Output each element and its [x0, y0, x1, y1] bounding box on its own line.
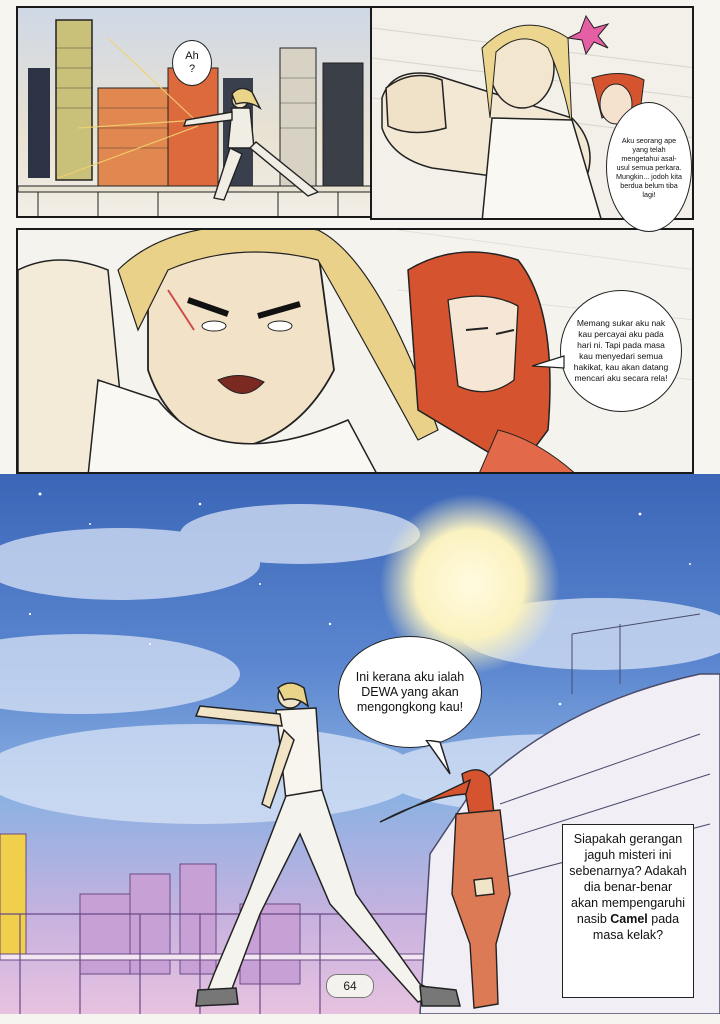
caption-text-before: Siapakah gerangan jaguh misteri ini sebenarnya? Adakah dia benar-benar akan mempengaruhi nasib	[569, 832, 687, 926]
speech-tail-dewa	[420, 740, 460, 780]
speech-text-ah: Ah ?	[185, 50, 199, 75]
page-number: 64	[326, 974, 374, 998]
caption-bold-name: Camel	[610, 912, 648, 926]
speech-text-panel-2: Aku seorang ape yang telah mengetahui asal-usul semua perkara. Mungkin... jodoh kita berdua belum tiba lagi!	[616, 135, 682, 199]
caption-text-after: pada masa kelak?	[592, 912, 680, 942]
speech-bubble-dewa	[338, 636, 482, 748]
speech-bubble-panel-3	[560, 290, 682, 412]
panel-1-art	[18, 8, 378, 218]
panel-1-city-kick	[16, 6, 378, 218]
speech-text-panel-3: Memang sukar aku nak kau percayai aku pada hari ni. Tapi pada masa kau menyedari semua hakikat, kau akan datang mencari aku secara rela!	[573, 318, 669, 383]
speech-text-dewa: Ini kerana aku ialah DEWA yang akan mengongkong kau!	[355, 669, 465, 714]
speech-bubble-ah	[172, 40, 212, 86]
speech-tail-panel-3	[530, 352, 566, 376]
narration-caption	[562, 824, 694, 998]
speech-bubble-panel-2	[606, 102, 692, 232]
